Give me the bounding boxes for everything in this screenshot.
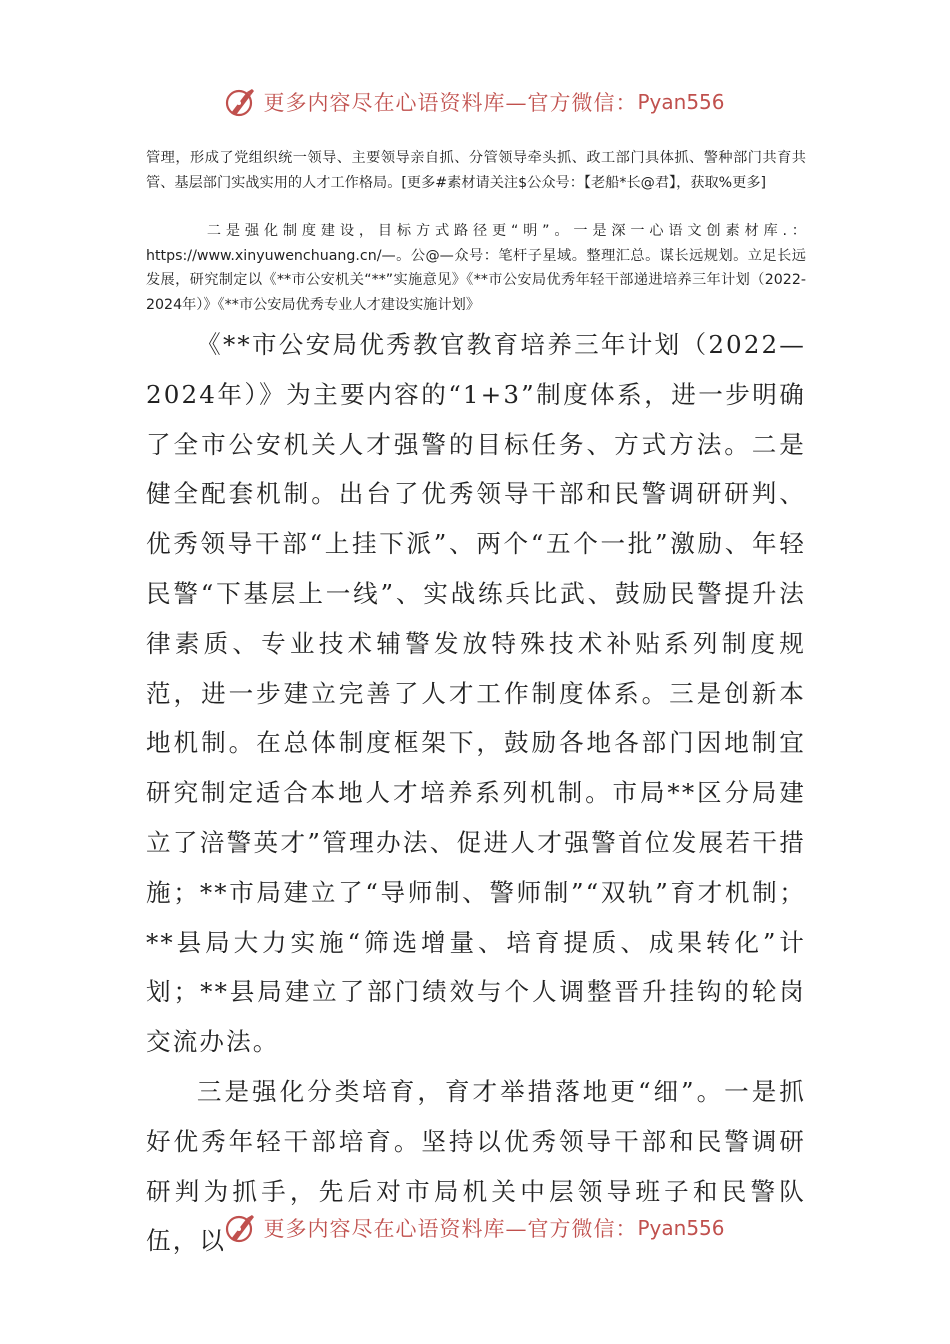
small-paragraph-1-text: 管理，形成了党组织统一领导、主要领导亲自抓、分管领导牵头抓、政工部门具体抓、警种部门共育共管、基层部门实战实用的人才工作格局。[更多#素材请关注$公众号：【老船*长@君】，获取%更多] bbox=[146, 150, 806, 191]
header-banner bbox=[0, 82, 950, 122]
small-paragraph-1 bbox=[146, 146, 806, 195]
body-paragraph-1-text: 《**市公安局优秀教官教育培养三年计划（2022—2024年）》为主要内容的“1+3”制度体系，进一步明确了全市公安机关人才强警的目标任务、方式方法。二是健全配套机制。出台了优秀领导干部和民警调研研判、优秀领导干部“上挂下派”、两个“五个一批”激励、年轻民警“下基层上一线”、实战练兵比武、鼓励民警提升法律素质、专业技术辅警发放特殊技术补贴系列制度规范，进一步建立完善了人才工作制度体系。三是创新本地机制。在总体制度框架下，鼓励各地各部门因地制宜研究制定适合本地人才培养系列机制。市局**区分局建立了涪警英才”管理办法、促进人才强警首位发展若干措施；**市局建立了“导师制、警师制”“双轨”育才机制；**县局大力实施“筛选增量、培育提质、成果转化”计划；**县局建立了部门绩效与个人调整晋升挂钩的轮岗交流办法。 bbox=[146, 330, 806, 1057]
header-banner-handle: Pyan556 bbox=[637, 90, 725, 114]
body-paragraph-2-text: 三是强化分类培育，育才举措落地更“细”。一是抓好优秀年轻干部培育。坚持以优秀领导干部和民警调研研判为抓手，先后对市局机关中层领导班子和民警队伍，以 bbox=[146, 1076, 806, 1256]
pen-logo-icon bbox=[225, 86, 257, 118]
footer-banner-text: 更多内容尽在心语资料库—官方微信： bbox=[263, 1217, 638, 1241]
pen-logo-icon bbox=[225, 1212, 257, 1244]
small-paragraph-2 bbox=[146, 219, 806, 317]
footer-banner bbox=[0, 1208, 950, 1248]
body-paragraph-1 bbox=[146, 320, 806, 1067]
small-paragraph-2-text: 二是强化制度建设，目标方式路径更“明”。一是深一心语文创素材库.：https://www.xinyuwenchuang.cn/—。公@—众号：笔杆子星域。整理汇总。谋长远规划。立足长远发展，研究制定以《**市公安机关“**”实施意见》《**市公安局优秀年轻干部递进培养三年计划（2022-2024年）》《**市公安局优秀专业人才建设实施计划》 bbox=[146, 223, 806, 313]
body-content bbox=[146, 320, 806, 1266]
header-banner-text: 更多内容尽在心语资料库—官方微信： bbox=[263, 91, 638, 115]
footer-banner-handle: Pyan556 bbox=[637, 1216, 725, 1240]
